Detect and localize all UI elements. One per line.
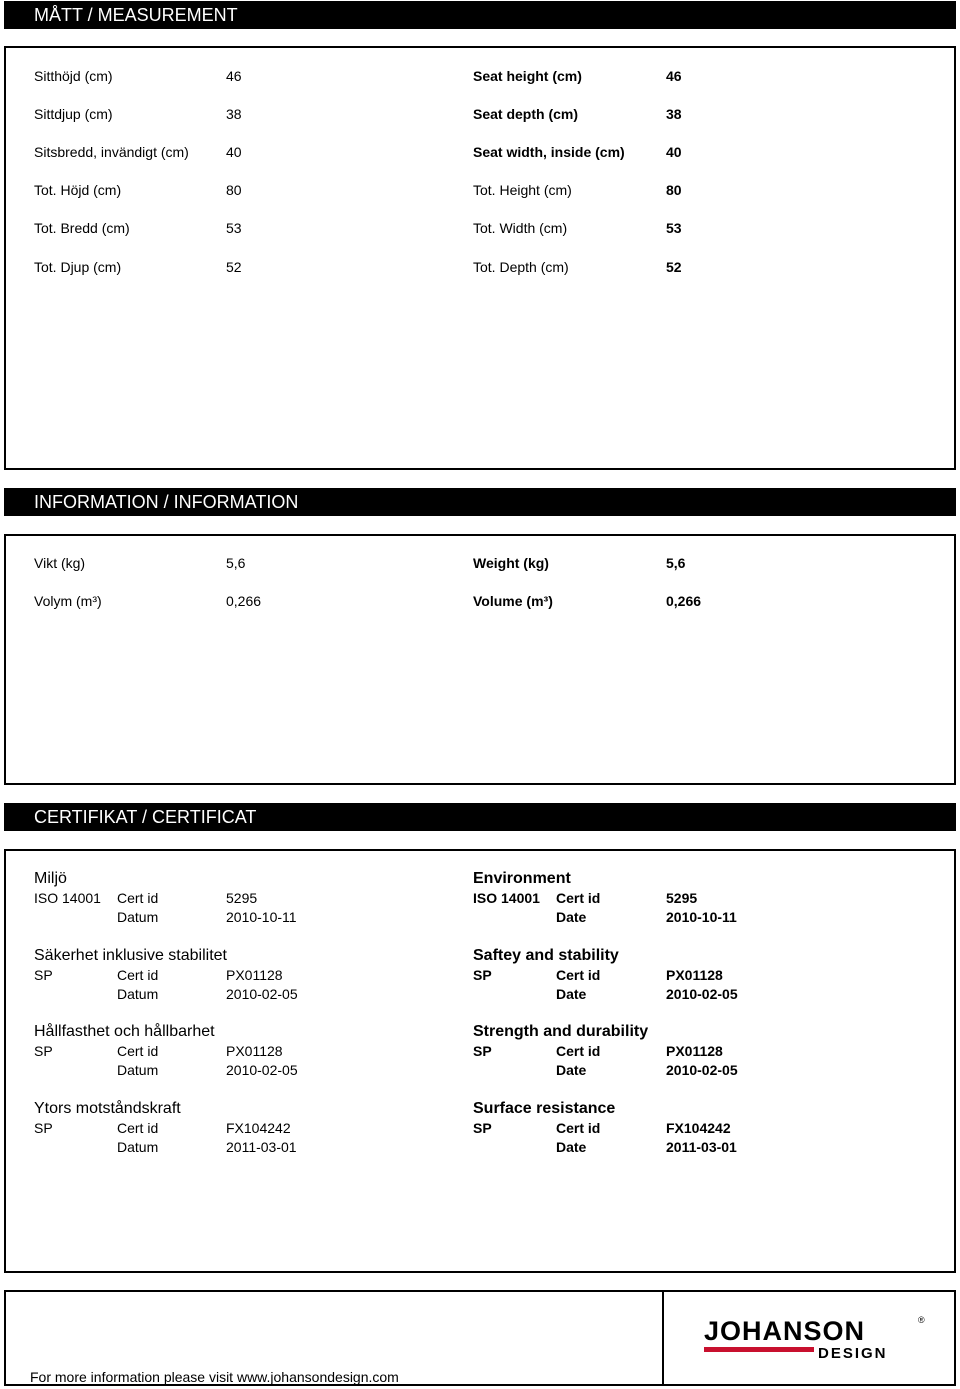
sv-value: 38 [226,106,242,122]
en-label: Weight (kg) [473,555,549,571]
en-value: 40 [666,144,682,160]
cert-title-sv: Ytors motståndskraft [34,1100,181,1117]
sv-label: Sitthöjd (cm) [34,68,113,84]
cert-date-label-en: Date [556,909,587,925]
cert-id-value-sv: FX104242 [226,1120,291,1136]
cert-issuer-en: ISO 14001 [473,890,540,906]
information-header [4,488,956,516]
en-value: 52 [666,259,682,275]
cert-id-label-sv: Cert id [117,1120,159,1136]
en-label: Seat width, inside (cm) [473,144,625,160]
cert-date-value-sv: 2010-02-05 [226,986,298,1002]
cert-issuer-en: SP [473,1120,492,1136]
sv-label: Sitsbredd, invändigt (cm) [34,144,189,160]
johanson-design-logo [700,1312,930,1362]
en-label: Seat height (cm) [473,68,582,84]
cert-title-sv: Säkerhet inklusive stabilitet [34,947,227,964]
cert-id-value-en: PX01128 [666,967,723,983]
cert-issuer-sv: SP [34,967,53,983]
sv-value: 5,6 [226,555,246,571]
cert-date-label-en: Date [556,1139,587,1155]
cert-date-value-en: 2010-02-05 [666,1062,738,1078]
logo-accent-bar [704,1347,814,1352]
cert-issuer-en: SP [473,1043,492,1059]
en-value: 0,266 [666,593,702,609]
cert-id-value-en: FX104242 [666,1120,731,1136]
certificat-header [4,803,956,831]
certificat-title: CERTIFIKAT / CERTIFICAT [34,807,257,827]
logo-svg [700,1312,930,1362]
cert-issuer-sv: SP [34,1120,53,1136]
sv-label: Vikt (kg) [34,555,86,571]
en-label: Tot. Height (cm) [473,182,572,198]
cert-id-label-en: Cert id [556,967,601,983]
cert-title-en: Strength and durability [473,1023,649,1040]
en-value: 5,6 [666,555,686,571]
logo-sub-text: DESIGN [818,1345,888,1362]
cert-title-en: Saftey and stability [473,947,619,964]
cert-id-label-sv: Cert id [117,967,159,983]
cert-issuer-sv: SP [34,1043,53,1059]
cert-id-label-en: Cert id [556,1043,601,1059]
logo-registered-mark: ® [918,1315,925,1325]
measurement-title: MÅTT / MEASUREMENT [34,5,238,25]
en-label: Tot. Depth (cm) [473,259,569,275]
en-value: 53 [666,220,682,236]
cert-date-value-en: 2011-03-01 [666,1139,737,1155]
sv-label: Tot. Bredd (cm) [34,220,130,236]
sv-value: 53 [226,220,242,236]
en-value: 80 [666,182,682,198]
cert-date-label-sv: Datum [117,1062,159,1078]
cert-date-value-sv: 2010-02-05 [226,1062,298,1078]
measurement-header [4,1,956,29]
cert-title-sv: Miljö [34,870,67,887]
sv-label: Tot. Djup (cm) [34,259,122,275]
sv-label: Tot. Höjd (cm) [34,182,122,198]
sv-label: Sittdjup (cm) [34,106,113,122]
sv-value: 80 [226,182,242,198]
cert-date-value-sv: 2010-10-11 [226,909,297,925]
en-label: Volume (m³) [473,593,553,609]
sv-value: 0,266 [226,593,262,609]
en-label: Tot. Width (cm) [473,220,568,236]
cert-id-value-sv: PX01128 [226,967,283,983]
cert-issuer-sv: ISO 14001 [34,890,101,906]
sv-label: Volym (m³) [34,593,102,609]
information-title: INFORMATION / INFORMATION [34,492,299,512]
en-value: 46 [666,68,682,84]
cert-date-value-en: 2010-10-11 [666,909,737,925]
sv-value: 52 [226,259,242,275]
sv-value: 46 [226,68,242,84]
cert-date-value-sv: 2011-03-01 [226,1139,297,1155]
cert-title-en: Surface resistance [473,1100,616,1117]
cert-date-label-sv: Datum [117,1139,159,1155]
cert-date-label-en: Date [556,1062,587,1078]
cert-title-sv: Hållfasthet och hållbarhet [34,1023,215,1040]
cert-issuer-en: SP [473,967,492,983]
cert-id-label-sv: Cert id [117,890,159,906]
en-value: 38 [666,106,682,122]
logo-main-text: JOHANSON [704,1316,866,1346]
cert-id-value-sv: 5295 [226,890,258,906]
cert-id-value-en: 5295 [666,890,698,906]
cert-id-value-en: PX01128 [666,1043,723,1059]
cert-title-en: Environment [473,870,571,887]
cert-date-value-en: 2010-02-05 [666,986,738,1002]
cert-date-label-sv: Datum [117,909,159,925]
cert-id-label-en: Cert id [556,1120,601,1136]
footer-info-text: For more information please visit www.johansondesign.com [30,1369,399,1385]
sv-value: 40 [226,144,242,160]
cert-date-label-sv: Datum [117,986,159,1002]
cert-id-label-en: Cert id [556,890,601,906]
information-box [4,534,956,785]
cert-id-value-sv: PX01128 [226,1043,283,1059]
cert-date-label-en: Date [556,986,587,1002]
en-label: Seat depth (cm) [473,106,579,122]
cert-id-label-sv: Cert id [117,1043,159,1059]
